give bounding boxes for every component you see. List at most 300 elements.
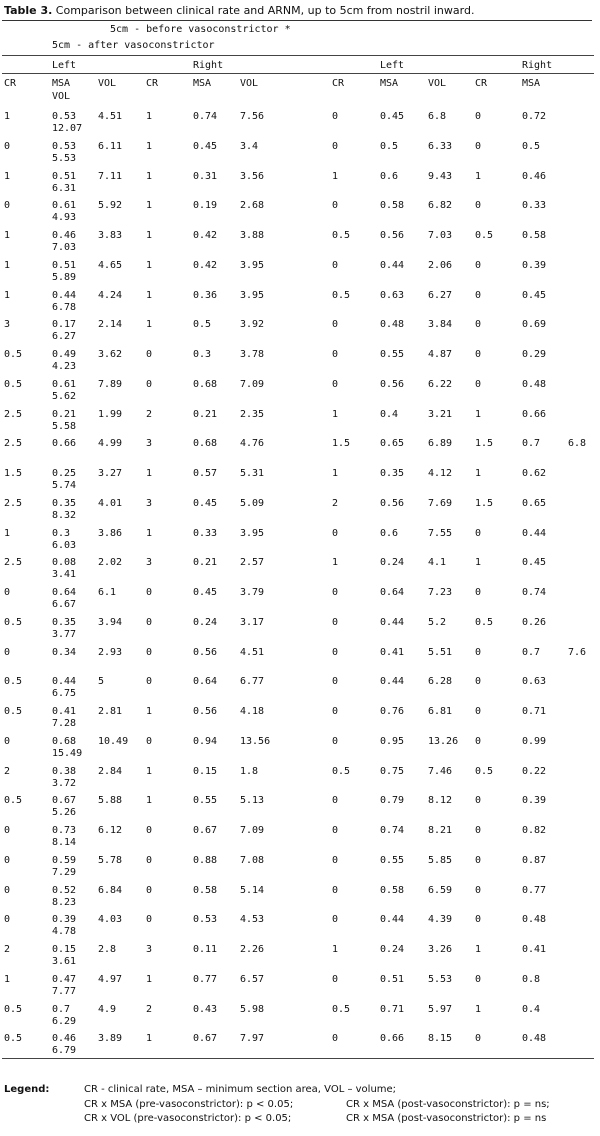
group-right-2: Right [522,60,553,71]
table-cell: 0 [475,319,482,330]
table-cell: 4.1 [428,557,447,568]
table-cell-wrapped: 6.67 [52,599,77,610]
table-cell: 0.4 [380,409,399,420]
table-cell: 0 [332,825,339,836]
table-cell: 0.61 [52,200,77,211]
table-cell-wrapped: 3.41 [52,569,77,580]
table-cell: 1 [475,557,482,568]
table-cell: 0.35 [380,468,405,479]
table-cell: 0.25 [52,468,77,479]
column-header-9: CR [475,78,488,89]
table-cell: 0 [475,200,482,211]
column-header-7: MSA [380,78,399,89]
table-cell: 3.89 [98,1033,123,1044]
table-cell: 0.41 [522,944,547,955]
table-cell: 0.41 [380,647,405,658]
table-cell: 0.64 [193,676,218,687]
table-cell-wrapped: 7.28 [52,718,77,729]
table-cell: 6.82 [428,200,453,211]
table-cell: 0.39 [52,914,77,925]
table-cell: 0.56 [380,379,405,390]
table-cell: 0.61 [52,379,77,390]
table-cell: 2.8 [98,944,117,955]
group-left-1: Left [52,60,77,71]
table-cell: 1 [146,230,153,241]
table-cell: 1 [146,290,153,301]
table-cell: 3 [146,944,153,955]
table-cell-wrapped: 3.77 [52,629,77,640]
table-cell: 0 [332,736,339,747]
table-cell: 1 [332,944,339,955]
table-cell: 0.3 [52,528,71,539]
table-cell-wrapped: 5.62 [52,391,77,402]
table-cell: 0 [4,914,11,925]
table-cell: 0 [332,706,339,717]
table-cell: 2 [332,498,339,509]
table-cell: 1 [332,409,339,420]
table-cell: 4.51 [98,111,123,122]
header-rule-groups [2,73,594,74]
table-cell: 0.88 [193,855,218,866]
table-cell: 0.44 [380,914,405,925]
table-cell: 0 [332,1033,339,1044]
table-cell: 3.17 [240,617,265,628]
table-cell: 3 [146,438,153,449]
table-cell: 2 [4,944,11,955]
table-cell-wrapped: 6.27 [52,331,77,342]
table-cell: 0 [332,319,339,330]
table-cell: 0.53 [193,914,218,925]
table-cell: 0.44 [522,528,547,539]
table-cell: 0.82 [522,825,547,836]
table-cell: 6.77 [240,676,265,687]
table-cell: 6.59 [428,885,453,896]
table-cell: 7.08 [240,855,265,866]
table-cell: 0 [332,855,339,866]
table-cell: 0.5 [522,141,541,152]
table-cell: 0 [475,795,482,806]
table-cell: 4.39 [428,914,453,925]
table-cell: 1 [146,528,153,539]
table-cell: 0.47 [52,974,77,985]
table-cell: 0.71 [522,706,547,717]
column-header-10: MSA [522,78,541,89]
table-cell: 5.85 [428,855,453,866]
table-cell: 0 [332,260,339,271]
table-cell: 2 [146,1004,153,1015]
table-cell: 0.95 [380,736,405,747]
table-cell: 1 [146,111,153,122]
table-cell: 0.19 [193,200,218,211]
table-cell: 0 [332,885,339,896]
table-cell: 0.71 [380,1004,405,1015]
table-cell: 7.69 [428,498,453,509]
table-cell: 6.8 [428,111,447,122]
table-cell: 3.84 [428,319,453,330]
table-cell: 0.38 [52,766,77,777]
table-cell: 6.57 [240,974,265,985]
table-cell: 0.31 [193,171,218,182]
table-cell: 3.88 [240,230,265,241]
table-cell-wrapped: 6.31 [52,183,77,194]
table-cell: 0.51 [52,260,77,271]
table-cell-wrapped: 8.14 [52,837,77,848]
table-cell: 0.15 [193,766,218,777]
table-cell: 0.74 [522,587,547,598]
table-cell: 7.56 [240,111,265,122]
table-cell: 2 [4,766,11,777]
legend-cr-msa-post: CR x MSA (post-vasoconstrictor): p = ns; [346,1099,550,1110]
table-cell: 0.8 [522,974,541,985]
table-cell: 8.15 [428,1033,453,1044]
table-cell: 2.93 [98,647,123,658]
table-cell: 0 [475,349,482,360]
table-cell: 7.09 [240,379,265,390]
table-cell: 0 [146,379,153,390]
table-cell: 1 [4,290,11,301]
table-cell: 6.84 [98,885,123,896]
table-cell: 0.66 [522,409,547,420]
table-cell: 3.95 [240,528,265,539]
table-cell: 0.56 [193,647,218,658]
table-cell-wrapped: 8.32 [52,510,77,521]
table-cell: 2.06 [428,260,453,271]
table-cell: 7.11 [98,171,123,182]
table-cell: 0.64 [380,587,405,598]
legend-title: Legend: [4,1084,50,1095]
table-cell-wrapped: 15.49 [52,748,83,759]
table-cell: 10.49 [98,736,129,747]
table-cell: 3.95 [240,290,265,301]
table-cell: 0.45 [193,141,218,152]
table-cell: 1 [4,528,11,539]
table-cell: 0 [475,290,482,301]
table-cell: 3.26 [428,944,453,955]
table-cell: 1 [146,319,153,330]
table-cell: 0.67 [193,825,218,836]
table-cell: 0.63 [380,290,405,301]
table-cell-wrapped: 3.61 [52,956,77,967]
table-cell: 0 [4,855,11,866]
table-cell: 2.35 [240,409,265,420]
table-cell: 0.6 [380,528,399,539]
table-cell: 0.5 [475,617,494,628]
table-cell-wrapped: 6.75 [52,688,77,699]
table-cell: 3.92 [240,319,265,330]
table-cell: 0.64 [52,587,77,598]
table-cell: 0 [4,885,11,896]
table-cell: 0.24 [380,557,405,568]
table-cell: 0.63 [522,676,547,687]
table-cell: 0 [4,736,11,747]
table-cell: 1 [146,974,153,985]
table-cell: 3.78 [240,349,265,360]
table-cell: 3.86 [98,528,123,539]
table-cell: 0.45 [522,290,547,301]
table-cell: 2.84 [98,766,123,777]
table-cell: 3.4 [240,141,259,152]
table-cell: 0.24 [193,617,218,628]
table-cell: 0.35 [52,617,77,628]
table-cell: 0 [146,587,153,598]
table-cell: 0 [4,647,11,658]
column-header-1: MSA [52,78,71,89]
table-cell: 0.3 [193,349,212,360]
table-cell: 0 [332,974,339,985]
table-cell: 1 [4,171,11,182]
table-cell: 0.67 [193,1033,218,1044]
table-cell: 0.36 [193,290,218,301]
table-cell: 0 [475,855,482,866]
table-cell: 4.01 [98,498,123,509]
table-cell: 0.76 [380,706,405,717]
table-cell: 0 [146,885,153,896]
table-cell: 0.21 [52,409,77,420]
table-cell: 0.08 [52,557,77,568]
table-cell: 5.13 [240,795,265,806]
table-cell: 0 [475,379,482,390]
table-cell-wrapped: 5.74 [52,480,77,491]
table-cell: 4.97 [98,974,123,985]
table-cell: 6.11 [98,141,123,152]
table-cell: 3.27 [98,468,123,479]
legend-cr-msa-pre: CR x MSA (pre-vasoconstrictor): p < 0.05; [84,1099,294,1110]
title-rule [2,20,592,21]
table-cell: 0.53 [52,111,77,122]
table-cell: 4.53 [240,914,265,925]
table-cell: 0 [332,676,339,687]
table-cell: 0.48 [522,914,547,925]
table-cell: 0.48 [380,319,405,330]
table-cell: 0.56 [380,230,405,241]
table-cell: 0.5 [4,795,23,806]
table-cell: 1 [475,171,482,182]
table-cell-wrapped: 4.78 [52,926,77,937]
table-cell: 2.5 [4,409,23,420]
table-cell: 0.5 [332,766,351,777]
table-cell: 2.14 [98,319,123,330]
table-cell: 0.52 [52,885,77,896]
table-cell: 9.43 [428,171,453,182]
table-cell: 0.7 [522,647,541,658]
table-cell: 0 [146,647,153,658]
table-cell: 0 [332,200,339,211]
table-cell: 5.14 [240,885,265,896]
table-cell: 0.22 [522,766,547,777]
table-cell: 0.66 [52,438,77,449]
table-cell: 0.7 [52,1004,71,1015]
table-cell: 0.5 [475,766,494,777]
table-cell: 0 [475,676,482,687]
table-cell: 0.58 [380,200,405,211]
table-cell: 0 [332,141,339,152]
table-cell: 0 [146,676,153,687]
table-cell: 6.1 [98,587,117,598]
column-header-5: VOL [240,78,259,89]
table-cell: 1 [4,111,11,122]
table-cell: 0.55 [380,349,405,360]
table-cell: 0.29 [522,349,547,360]
table-cell: 0.21 [193,409,218,420]
table-cell: 1 [475,1004,482,1015]
table-cell: 1.5 [475,438,494,449]
table-cell: 0.58 [193,885,218,896]
table-cell: 7.46 [428,766,453,777]
table-cell: 0.59 [52,855,77,866]
table-cell: 5.2 [428,617,447,628]
table-cell: 0.5 [332,290,351,301]
table-cell: 0.42 [193,260,218,271]
header-before-line: 5cm - before vasoconstrictor * [110,24,291,35]
table-cell: 0.5 [4,379,23,390]
table-cell: 0.45 [380,111,405,122]
column-header-1-extra: VOL [52,91,71,102]
table-cell-wrapped: 12.07 [52,123,83,134]
table-cell: 0.11 [193,944,218,955]
table-cell-wrapped: 4.23 [52,361,77,372]
table-bottom-rule [2,1058,594,1059]
table-cell: 0.74 [380,825,405,836]
table-cell: 0.33 [522,200,547,211]
table-cell: 0.65 [522,498,547,509]
table-cell: 0.48 [522,1033,547,1044]
table-cell: 7.23 [428,587,453,598]
table-cell: 0.74 [193,111,218,122]
table-cell: 1 [4,974,11,985]
table-cell: 0 [332,349,339,360]
table-cell: 0 [475,587,482,598]
table-cell: 2.5 [4,557,23,568]
table-cell: 3.79 [240,587,265,598]
table-title-text: Comparison between clinical rate and ARNM, up to 5cm from nostril inward. [55,4,475,17]
table-cell: 0.44 [52,676,77,687]
table-cell-overflow: 6.8 [568,438,587,449]
table-cell: 4.51 [240,647,265,658]
table-cell: 0.46 [52,230,77,241]
table-cell-wrapped: 6.79 [52,1045,77,1056]
table-cell: 0.5 [332,1004,351,1015]
table-cell: 7.55 [428,528,453,539]
table-cell: 6.27 [428,290,453,301]
table-cell: 7.89 [98,379,123,390]
table-cell: 6.33 [428,141,453,152]
table-cell: 0.57 [193,468,218,479]
table-cell: 1 [475,944,482,955]
table-cell: 0.39 [522,795,547,806]
legend-cr-vol-pre: CR x VOL (pre-vasoconstrictor): p < 0.05; [84,1113,292,1124]
table-cell: 0.4 [522,1004,541,1015]
table-cell: 2.68 [240,200,265,211]
table-cell: 7.97 [240,1033,265,1044]
table-cell: 3.94 [98,617,123,628]
table-cell: 0.62 [522,468,547,479]
table-cell: 0 [146,825,153,836]
table-cell: 0.5 [332,230,351,241]
table-cell: 0.56 [380,498,405,509]
table-cell: 0.21 [193,557,218,568]
table-cell: 0.68 [52,736,77,747]
table-cell: 3.21 [428,409,453,420]
table-cell: 0 [332,647,339,658]
table-cell: 8.21 [428,825,453,836]
table-cell: 0 [332,587,339,598]
header-rule-top [2,55,594,56]
table-cell: 0.5 [193,319,212,330]
table-cell: 1.99 [98,409,123,420]
table-cell: 0.5 [380,141,399,152]
table-cell: 0 [475,1033,482,1044]
table-cell: 0.46 [52,1033,77,1044]
table-cell: 0.79 [380,795,405,806]
table-cell: 3.56 [240,171,265,182]
table-cell: 0.77 [522,885,547,896]
table-cell: 0.68 [193,438,218,449]
table-cell: 7.03 [428,230,453,241]
table-cell: 0.51 [52,171,77,182]
column-header-0: CR [4,78,17,89]
table-cell: 4.65 [98,260,123,271]
table-cell: 0 [475,647,482,658]
table-cell: 0.75 [380,766,405,777]
table-cell: 3.83 [98,230,123,241]
table-cell: 0 [332,111,339,122]
table-cell: 0.58 [522,230,547,241]
table-cell: 5.78 [98,855,123,866]
table-cell: 0.56 [193,706,218,717]
table-cell: 0.6 [380,171,399,182]
table-cell: 3 [4,319,11,330]
table-cell: 0.55 [380,855,405,866]
table-cell: 2.02 [98,557,123,568]
table-cell: 0 [475,528,482,539]
table-cell: 0.43 [193,1004,218,1015]
table-cell: 3 [146,498,153,509]
table-cell-wrapped: 6.03 [52,540,77,551]
table-cell: 0.15 [52,944,77,955]
table-cell: 0.5 [4,676,23,687]
table-cell: 2.5 [4,498,23,509]
legend-cr-msa-post-2: CR x MSA (post-vasoconstrictor): p = ns [346,1113,547,1124]
table-cell: 0 [332,379,339,390]
table-cell: 0.5 [4,349,23,360]
column-header-3: CR [146,78,159,89]
table-cell: 4.18 [240,706,265,717]
table-cell: 1.5 [332,438,351,449]
table-cell: 1 [332,171,339,182]
table-cell: 0.67 [52,795,77,806]
table-cell-wrapped: 5.89 [52,272,77,283]
table-cell: 1 [332,468,339,479]
table-cell: 1 [146,1033,153,1044]
header-after-line: 5cm - after vasoconstrictor [52,40,215,51]
table-cell: 5.97 [428,1004,453,1015]
table-cell: 4.12 [428,468,453,479]
table-cell: 2.81 [98,706,123,717]
table-title-lead: Table 3. [4,4,53,17]
group-left-2: Left [380,60,405,71]
table-cell: 0.24 [380,944,405,955]
table-cell: 1 [146,795,153,806]
table-cell: 5.53 [428,974,453,985]
table-cell: 1.8 [240,766,259,777]
table-cell-wrapped: 5.53 [52,153,77,164]
table-cell: 5.88 [98,795,123,806]
table-cell: 0.65 [380,438,405,449]
table-cell-wrapped: 7.77 [52,986,77,997]
table-cell: 0.34 [52,647,77,658]
table-cell: 0 [332,914,339,925]
table-cell-wrapped: 7.29 [52,867,77,878]
